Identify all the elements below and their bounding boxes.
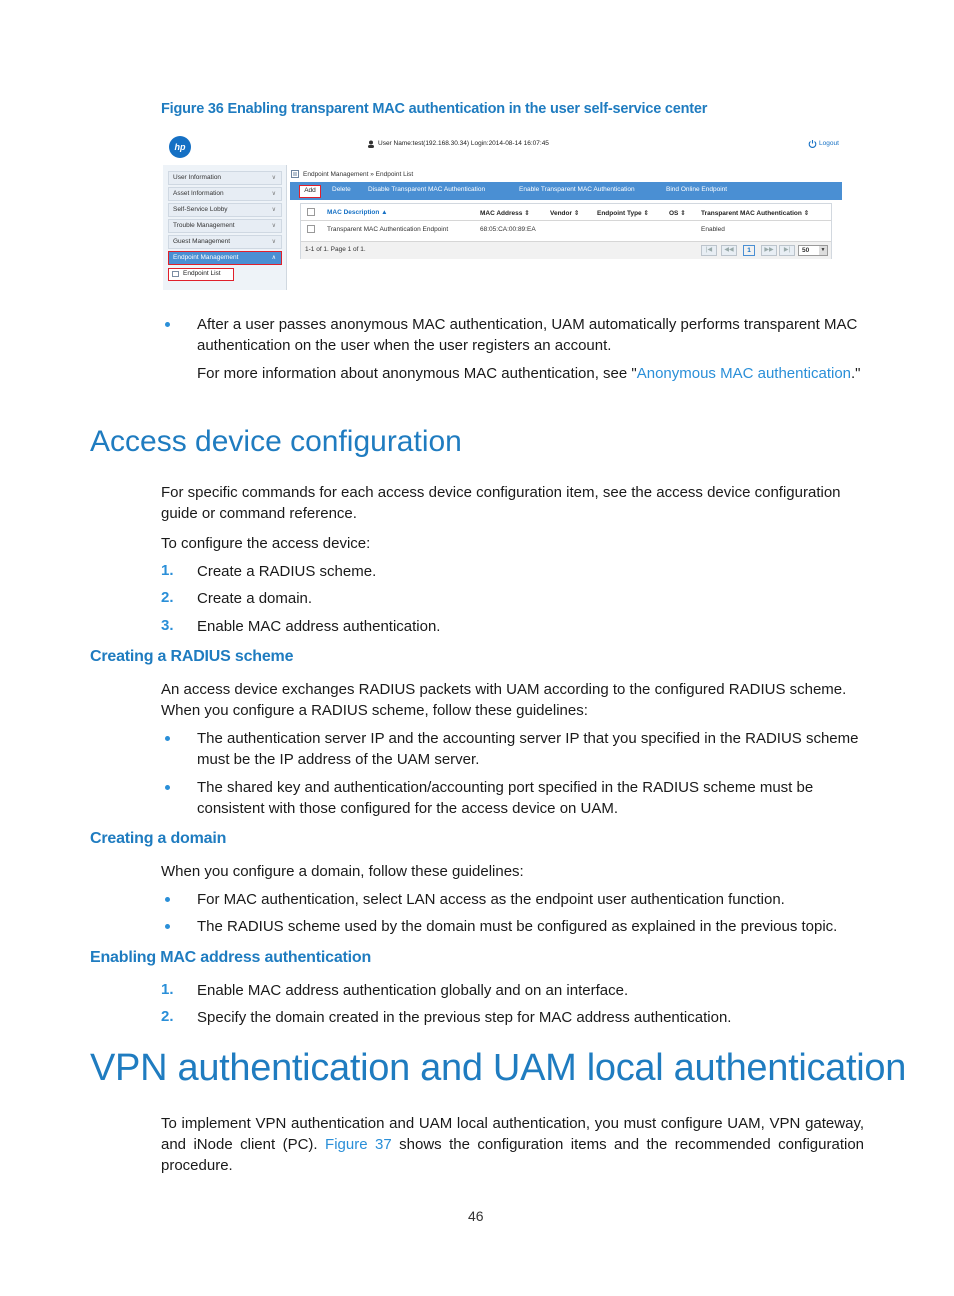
sidebar-item-asset-information[interactable] — [168, 187, 282, 201]
endpoint-table — [300, 203, 832, 259]
figure-caption: Figure 36 Enabling transparent MAC authentication in the user self-service center — [161, 101, 708, 117]
prev-page-icon[interactable]: ◀◀ — [721, 245, 737, 256]
last-page-icon[interactable]: ▶| — [779, 245, 795, 256]
step-text: Enable MAC address authentication. — [197, 618, 441, 635]
sidebar-item-guest-management[interactable] — [168, 235, 282, 249]
step-number: 2. — [161, 589, 174, 606]
bullet-text: After a user passes anonymous MAC authentication, UAM automatically performs transparent MAC authentication on the user when the user registers an account. — [197, 316, 858, 354]
page-number[interactable]: 1 — [743, 245, 755, 256]
bind-online-endpoint-button[interactable]: Bind Online Endpoint — [666, 186, 728, 193]
figure-37-link[interactable]: Figure 37 — [325, 1136, 392, 1153]
bullet-text: For MAC authentication, select LAN access as the endpoint user authentication function. — [197, 891, 785, 908]
paragraph: For more information about anonymous MAC authentication, see "Anonymous MAC authentication." — [197, 365, 861, 382]
divider — [301, 220, 831, 221]
paragraph: To configure the access device: — [161, 535, 371, 552]
row-checkbox[interactable] — [307, 225, 315, 233]
chevron-down-icon: ∨ — [271, 223, 276, 229]
subsection-heading: Creating a RADIUS scheme — [90, 648, 294, 665]
step-text: Create a RADIUS scheme. — [197, 563, 377, 580]
sidebar-item-label: Guest Management — [173, 238, 231, 245]
bullet-icon — [165, 322, 170, 327]
subsection-heading: Creating a domain — [90, 830, 227, 847]
step-number: 1. — [161, 562, 174, 579]
step-number: 2. — [161, 1008, 174, 1025]
column-header[interactable]: Endpoint Type ⇕ — [597, 210, 649, 217]
bullet-icon — [165, 785, 170, 790]
bullet-icon — [165, 736, 170, 741]
sidebar-item-label: User Information — [173, 174, 222, 181]
sidebar-item-label: Self-Service Lobby — [173, 206, 228, 213]
page-number: 46 — [468, 1208, 484, 1224]
pager-summary: 1-1 of 1. Page 1 of 1. — [305, 246, 366, 253]
section-heading: Access device configuration — [90, 425, 462, 458]
column-header[interactable]: Transparent MAC Authentication ⇕ — [701, 210, 810, 217]
chevron-up-icon: ∧ — [271, 255, 276, 261]
bullet-icon — [165, 897, 170, 902]
list-icon — [172, 271, 179, 277]
pager — [301, 241, 831, 259]
sidebar-item-endpoint-management[interactable] — [168, 251, 282, 265]
paragraph: For specific commands for each access device configuration item, see the access device configuration guide or command reference. — [161, 484, 841, 522]
delete-button[interactable]: Delete — [332, 186, 351, 193]
cell-mac-address: 68:05:CA:00:89:EA — [480, 226, 536, 233]
select-all-checkbox[interactable] — [307, 208, 315, 216]
cell-status: Enabled — [701, 226, 725, 233]
sidebar-item-trouble-management[interactable] — [168, 219, 282, 233]
anonymous-mac-link[interactable]: Anonymous MAC authentication — [636, 365, 852, 382]
step-text: Create a domain. — [197, 590, 313, 607]
sidebar-item-label: Endpoint Management — [173, 254, 239, 261]
sidebar-item-user-information[interactable] — [168, 171, 282, 185]
chevron-down-icon: ∨ — [271, 175, 276, 181]
step-text: Enable MAC address authentication globally and on an interface. — [197, 982, 629, 999]
add-button[interactable]: Add — [299, 185, 321, 198]
logout-link[interactable]: Logout — [819, 140, 839, 147]
user-icon — [367, 140, 375, 148]
bullet-text: The shared key and authentication/accounting port specified in the RADIUS scheme must be consistent with those configured for the access device on UAM. — [197, 779, 814, 817]
next-page-icon[interactable]: ▶▶ — [761, 245, 777, 256]
disable-transparent-mac-button[interactable]: Disable Transparent MAC Authentication — [368, 186, 486, 193]
chevron-down-icon: ∨ — [271, 191, 276, 197]
list-icon — [291, 170, 299, 178]
sidebar-item-self-service-lobby[interactable] — [168, 203, 282, 217]
user-login-info: User Name:test(192.168.30.34) Login:2014-08-14 16:07:45 — [378, 140, 549, 147]
bullet-text: The authentication server IP and the accounting server IP that you specified in the RADIUS scheme must be the IP address of the UAM server. — [197, 730, 859, 768]
dropdown-icon: ▼ — [820, 247, 826, 253]
column-header[interactable]: MAC Address ⇕ — [480, 210, 530, 217]
paragraph: When you configure a domain, follow these guidelines: — [161, 863, 524, 880]
bullet-icon — [165, 924, 170, 929]
paragraph: An access device exchanges RADIUS packets with UAM according to the configured RADIUS scheme. When you configure a RADIUS scheme, follow these guidelines: — [161, 681, 847, 719]
sidebar-subitem-endpoint-list[interactable] — [168, 268, 234, 281]
subsection-heading: Enabling MAC address authentication — [90, 949, 372, 966]
step-number: 1. — [161, 981, 174, 998]
chapter-heading: VPN authentication and UAM local authentication — [90, 1047, 907, 1089]
column-header[interactable]: MAC Description ▲ — [327, 209, 388, 216]
power-icon[interactable] — [808, 139, 817, 148]
sidebar-item-label: Trouble Management — [173, 222, 235, 229]
step-number: 3. — [161, 617, 174, 634]
column-header[interactable]: Vendor ⇕ — [550, 210, 580, 217]
column-header[interactable]: OS ⇕ — [669, 210, 686, 217]
paragraph: To implement VPN authentication and UAM local authentication, you must configure UAM, VPN gateway, and iNode client (PC). Figure 37 shows the configuration items and the recommended configuration procedure. — [161, 1115, 865, 1174]
sidebar-item-label: Asset Information — [173, 190, 224, 197]
bullet-text: The RADIUS scheme used by the domain must be configured as explained in the previous topic. — [197, 918, 838, 935]
chevron-down-icon: ∨ — [271, 239, 276, 245]
per-page-select[interactable]: 50 ▼ — [798, 245, 828, 256]
step-text: Specify the domain created in the previous step for MAC address authentication. — [197, 1009, 732, 1026]
first-page-icon[interactable]: |◀ — [701, 245, 717, 256]
figure-screenshot — [163, 130, 845, 290]
sidebar-subitem-label: Endpoint List — [183, 270, 221, 277]
cell-description: Transparent MAC Authentication Endpoint — [327, 226, 449, 233]
enable-transparent-mac-button[interactable]: Enable Transparent MAC Authentication — [519, 186, 635, 193]
chevron-down-icon: ∨ — [271, 207, 276, 213]
breadcrumb: Endpoint Management » Endpoint List — [303, 171, 414, 178]
hp-logo: hp — [169, 136, 191, 158]
